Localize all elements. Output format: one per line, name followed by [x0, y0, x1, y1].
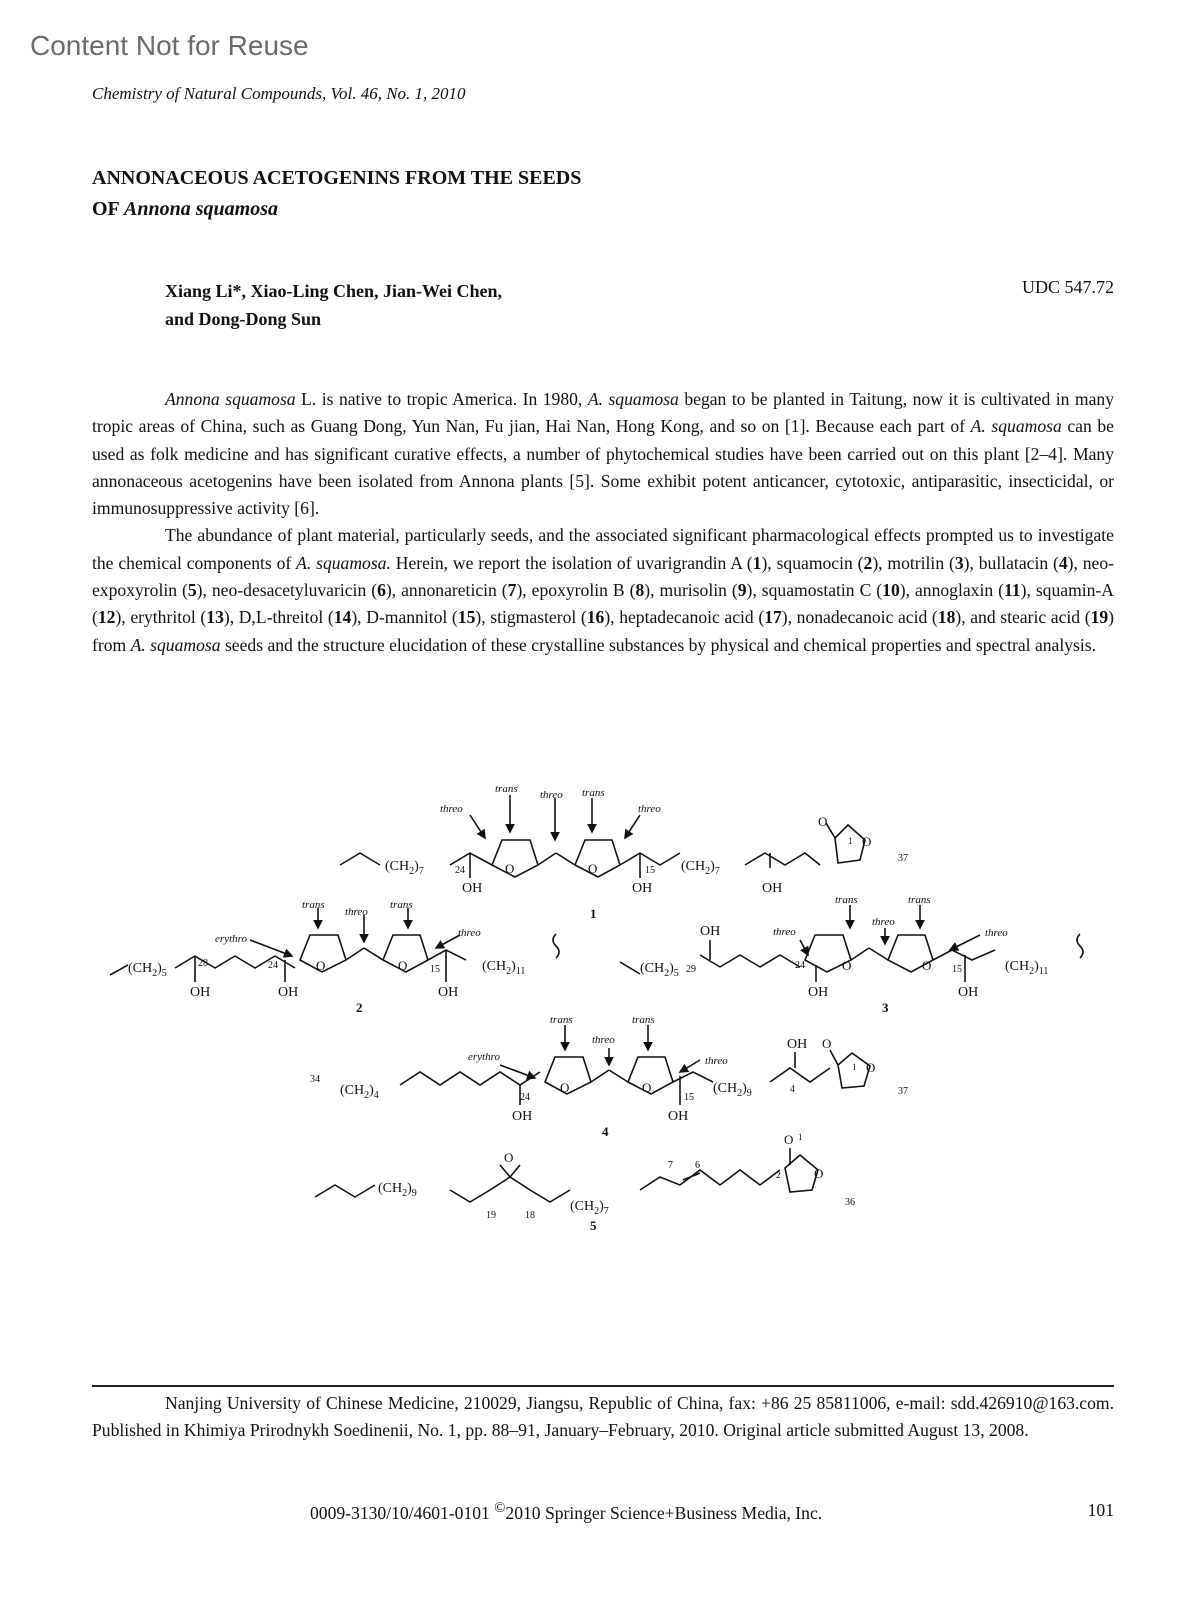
compound-number: 10 — [882, 580, 900, 601]
copyright-line — [310, 1500, 822, 1524]
atom-number: 4 — [790, 1084, 795, 1095]
compound-number: 16 — [586, 607, 605, 628]
text-span: ), motrilin ( — [872, 552, 955, 573]
atom-number: 6 — [695, 1160, 700, 1171]
authors-line-1: Xiang Li*, Xiao-Ling Chen, Jian-Wei Chen, — [165, 281, 503, 301]
article-body — [92, 386, 1114, 659]
stereo-label: threo — [345, 906, 368, 918]
atom-number: 34 — [310, 1074, 320, 1085]
ch2-group: $(CH_2)_5$ — [128, 961, 167, 979]
species-name: A. squamosa — [587, 389, 679, 409]
text-span: ), squamin-A ( — [92, 580, 1115, 628]
hydroxyl-label: OH — [190, 985, 211, 1000]
text-span: ), epoxyrolin B ( — [516, 580, 636, 601]
compound-label: 1 — [590, 906, 597, 921]
stereo-label: trans — [550, 1014, 573, 1026]
ch2-group: $(CH_2)_5$ — [640, 961, 679, 979]
compound-number: 14 — [333, 607, 352, 628]
text-span: ), neo-desacetyluvaricin ( — [196, 580, 378, 601]
compound-number: 4 — [1058, 552, 1068, 573]
hydroxyl-label: OH — [762, 881, 783, 896]
atom-number: 19 — [486, 1210, 496, 1221]
author-list — [165, 277, 502, 333]
atom-number: 18 — [525, 1210, 535, 1221]
chemical-structures-figure — [0, 760, 1200, 1280]
oxygen-label: O — [505, 861, 515, 876]
atom-number: 15 — [645, 865, 655, 876]
text-span: L. is native to tropic America. In 1980, — [295, 389, 588, 409]
atom-number: 7 — [668, 1160, 673, 1171]
compound-number: 13 — [206, 607, 224, 628]
stereo-label: threo — [440, 803, 463, 815]
stereo-label: threo — [540, 789, 563, 801]
footnote-divider — [92, 1385, 1114, 1387]
ch2-group: $(CH_2)_7$ — [385, 859, 424, 877]
watermark: Content Not for Reuse — [30, 30, 309, 61]
species-name: A. squamosa. — [296, 552, 391, 573]
text-span: ), squamocin ( — [761, 552, 864, 573]
compound-number: 2 — [863, 552, 873, 573]
compound-number: 17 — [764, 607, 782, 628]
hydroxyl-label: OH — [278, 985, 299, 1000]
oxygen-label: O — [784, 1132, 794, 1147]
oxygen-label: O — [398, 958, 408, 973]
hydroxyl-label: OH — [438, 985, 459, 1000]
species-name: A. squamosa — [970, 416, 1062, 437]
compound-label: 5 — [590, 1218, 597, 1233]
compound-number: 6 — [377, 580, 386, 601]
text-span: ), erythritol ( — [115, 607, 207, 628]
text-span: ), murisolin ( — [644, 580, 738, 601]
atom-number: 37 — [898, 1086, 908, 1097]
title-line-2 — [92, 194, 581, 225]
ch2-group: $(CH_2)_{11}$ — [1005, 959, 1049, 977]
ch2-group: $(CH_2)_7$ — [681, 859, 720, 877]
text-span: ), D,L-threitol ( — [223, 607, 334, 628]
atom-number: 24 — [268, 960, 278, 971]
stereo-label: threo — [985, 927, 1008, 939]
compound-number: 19 — [1090, 607, 1109, 628]
text-span: The abundance of plant material, particularly seeds, and the associated significant pharmacological effects prompted us to investigate the chemical components of — [92, 525, 1114, 573]
atom-number: 24 — [455, 865, 465, 876]
stereo-label: erythro — [468, 1051, 500, 1063]
hydroxyl-label: OH — [787, 1037, 808, 1052]
compound-label: 2 — [356, 1000, 363, 1015]
authors-line-2: and Dong-Dong Sun — [165, 309, 322, 329]
journal-citation: Chemistry of Natural Compounds, Vol. 46, No. 1, 2010 — [92, 84, 466, 103]
oxygen-label: O — [316, 958, 326, 973]
compound-number: 8 — [635, 580, 645, 601]
atom-number: 28 — [198, 958, 208, 969]
title-prefix: OF — [92, 198, 125, 220]
species-name: A. squamosa — [130, 634, 221, 655]
text-span: seeds and the structure elucidation of these crystalline substances by physical and chemical properties and spectral analysis. — [220, 634, 1097, 655]
stereo-label: trans — [495, 783, 518, 795]
ch2-group: $(CH_2)_9$ — [378, 1181, 417, 1199]
compound-number: 9 — [737, 580, 747, 601]
atom-number: 36 — [845, 1197, 855, 1208]
stereo-label: trans — [835, 894, 858, 906]
page-number: 101 — [1087, 1500, 1114, 1520]
compound-number: 12 — [97, 607, 116, 628]
hydroxyl-label: OH — [700, 924, 721, 939]
text-span: ), stigmasterol ( — [475, 607, 587, 628]
affiliation-footnote — [92, 1390, 1114, 1444]
oxygen-label: O — [588, 861, 598, 876]
issn: 0009-3130/10/4601-0101 — [310, 1502, 495, 1523]
text-span: Herein, we report the isolation of uvarigrandin A ( — [390, 552, 753, 573]
text-span: ), neo-expoxyrolin ( — [92, 552, 1115, 601]
atom-number: 1 — [848, 836, 853, 846]
stereo-label: threo — [872, 916, 895, 928]
hydroxyl-label: OH — [958, 985, 979, 1000]
ch2-group: $(CH_2)_4$ — [340, 1083, 379, 1101]
text-span: ), bullatacin ( — [963, 552, 1059, 573]
udc-code: UDC 547.72 — [1021, 277, 1114, 297]
stereo-label: threo — [705, 1055, 728, 1067]
compound-number: 5 — [187, 580, 197, 601]
stereo-label: threo — [773, 926, 796, 938]
hydroxyl-label: OH — [808, 985, 829, 1000]
text-span: ), squamostatin C ( — [746, 580, 883, 601]
oxygen-label: O — [866, 1060, 876, 1075]
footnote-text: Nanjing University of Chinese Medicine, 210029, Jiangsu, Republic of China, fax: +86 25 85811006, e-mail: sdd.426910@163.com. Published in Khimiya Prirodnykh Soedinenii, No. 1, pp. 88–91, January–February, 2010. Original article submitted August 13, 2008. — [92, 1393, 1114, 1440]
atom-number: 24 — [795, 960, 805, 971]
stereo-label: threo — [458, 927, 481, 939]
hydroxyl-label: OH — [512, 1109, 533, 1124]
atom-number: 1 — [798, 1132, 803, 1142]
compound-number: 1 — [752, 552, 762, 573]
oxygen-label: O — [842, 958, 852, 973]
compound-number: 18 — [937, 607, 956, 628]
text-span: ), D-mannitol ( — [351, 607, 458, 628]
title-line-1: ANNONACEOUS ACETOGENINS FROM THE SEEDS — [92, 167, 582, 189]
oxygen-label: O — [922, 958, 932, 973]
paragraph-1 — [92, 386, 1114, 522]
title-species: Annona squamosa — [124, 198, 278, 220]
text-span: can be used as folk medicine and has significant curative effects, a number of phytochemical studies have been carried out on this plant [2–4]. Many annonaceous acetogenins have been isolated from Annona plants [5]. Some exhibit potent anticancer, cytotoxic, antiparasitic, insecticidal, or immunosuppressive activity [6]. — [92, 416, 1114, 519]
atom-number: 29 — [686, 964, 696, 975]
atom-number: 15 — [684, 1092, 694, 1103]
species-name: Annona squamosa — [165, 389, 296, 409]
text-span: ), heptadecanoic acid ( — [604, 607, 765, 628]
text-span: ) from — [92, 607, 1115, 655]
atom-number: 15 — [430, 964, 440, 975]
stereo-label: trans — [390, 899, 413, 911]
stereo-label: trans — [908, 894, 931, 906]
ch2-group: $(CH_2)_{11}$ — [482, 959, 526, 977]
text-span: ), nonadecanoic acid ( — [781, 607, 938, 628]
stereo-label: trans — [582, 787, 605, 799]
ch2-group: $(CH_2)_7$ — [570, 1199, 609, 1217]
stereo-label: threo — [592, 1034, 615, 1046]
text-span: ), and stearic acid ( — [955, 607, 1091, 628]
text-span: ), annonareticin ( — [385, 580, 508, 601]
stereo-label: erythro — [215, 933, 247, 945]
text-span: ), annoglaxin ( — [899, 580, 1004, 601]
oxygen-label: O — [642, 1080, 652, 1095]
oxygen-label: O — [560, 1080, 570, 1095]
compound-number: 7 — [507, 580, 517, 601]
oxygen-label: O — [504, 1150, 514, 1165]
stereo-label: trans — [632, 1014, 655, 1026]
article-title — [92, 163, 581, 225]
ch2-group: $(CH_2)_9$ — [713, 1081, 752, 1099]
oxygen-label: O — [818, 814, 828, 829]
stereo-label: threo — [638, 803, 661, 815]
hydroxyl-label: OH — [462, 881, 483, 896]
atom-number: 1 — [852, 1062, 857, 1072]
text-span: began to be planted in Taitung, now it is cultivated in many tropic areas of China, such as Guang Dong, Yun Nan, Fu jian, Hai Nan, Hong Kong, and so on [1]. Because each part of — [92, 389, 1115, 437]
oxygen-label: O — [822, 1036, 832, 1051]
hydroxyl-label: OH — [668, 1109, 689, 1124]
hydroxyl-label: OH — [632, 881, 653, 896]
atom-number: 24 — [520, 1092, 530, 1103]
stereo-label: trans — [302, 899, 325, 911]
atom-number: 15 — [952, 964, 962, 975]
compound-label: 4 — [602, 1124, 609, 1139]
atom-number: 37 — [898, 853, 908, 864]
compound-label: 3 — [882, 1000, 889, 1015]
atom-number: 2 — [776, 1170, 781, 1180]
paragraph-2 — [92, 522, 1114, 658]
oxygen-label: O — [862, 834, 872, 849]
compound-number: 15 — [457, 607, 476, 628]
compound-number: 11 — [1003, 580, 1021, 601]
compound-number: 3 — [954, 552, 964, 573]
oxygen-label: O — [814, 1166, 824, 1181]
publisher: 2010 Springer Science+Business Media, Inc. — [505, 1502, 823, 1523]
copyright-symbol: © — [494, 1500, 506, 1516]
